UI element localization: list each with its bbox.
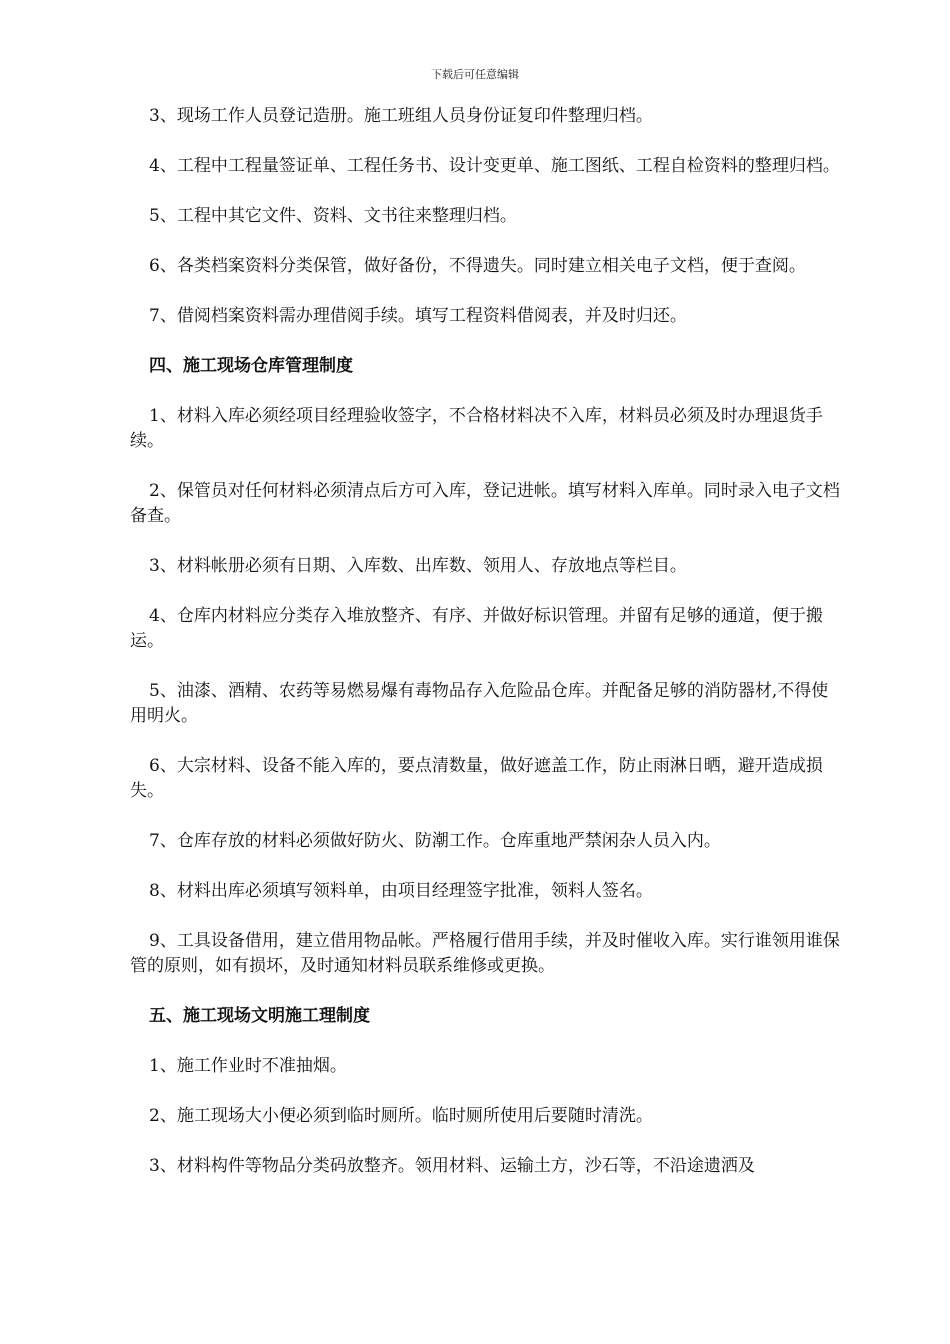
header-note: 下载后可任意编辑 (431, 68, 519, 81)
paragraph: 7、借阅档案资料需办理借阅手续。填写工程资料借阅表，并及时归还。 (149, 306, 687, 326)
paragraph: 1、施工作业时不准抽烟。 (149, 1056, 347, 1076)
paragraph: 7、仓库存放的材料必须做好防火、防潮工作。仓库重地严禁闲杂人员入内。 (149, 831, 721, 851)
paragraph: 4、工程中工程量签证单、工程任务书、设计变更单、施工图纸、工程自检资料的整理归档。 (149, 156, 840, 176)
paragraph: 1、材料入库必须经项目经理验收签字，不合格材料决不入库，材料员必须及时办理退货手续。 (130, 406, 823, 451)
paragraph: 4、仓库内材料应分类存入堆放整齐、有序、并做好标识管理。并留有足够的通道，便于搬运。 (130, 606, 823, 651)
paragraph: 3、材料帐册必须有日期、入库数、出库数、领用人、存放地点等栏目。 (149, 556, 687, 576)
section-heading: 四、施工现场仓库管理制度 (149, 356, 353, 376)
document-body (130, 104, 840, 1204)
paragraph: 5、油漆、酒精、农药等易燃易爆有毒物品存入危险品仓库。并配备足够的消防器材,不得使用明火。 (130, 681, 829, 726)
paragraph: 3、现场工作人员登记造册。施工班组人员身份证复印件整理归档。 (149, 106, 653, 126)
paragraph: 6、各类档案资料分类保管，做好备份，不得遗失。同时建立相关电子文档，便于查阅。 (149, 256, 806, 276)
paragraph: 8、材料出库必须填写领料单，由项目经理签字批准，领料人签名。 (149, 881, 653, 901)
paragraph: 3、材料构件等物品分类码放整齐。领用材料、运输土方，沙石等，不沿途遗洒及 (149, 1156, 755, 1176)
section-heading: 五、施工现场文明施工理制度 (149, 1006, 370, 1026)
paragraph: 5、工程中其它文件、资料、文书往来整理归档。 (149, 206, 517, 226)
paragraph: 6、大宗材料、设备不能入库的，要点清数量，做好遮盖工作，防止雨淋日晒，避开造成损失。 (130, 756, 823, 801)
paragraph: 2、保管员对任何材料必须清点后方可入库，登记进帐。填写材料入库单。同时录入电子文档备查。 (130, 481, 840, 526)
paragraph: 9、工具设备借用，建立借用物品帐。严格履行借用手续，并及时催收入库。实行谁领用谁保管的原则，如有损坏，及时通知材料员联系维修或更换。 (130, 931, 840, 976)
paragraph: 2、施工现场大小便必须到临时厕所。临时厕所使用后要随时清洗。 (149, 1106, 653, 1126)
